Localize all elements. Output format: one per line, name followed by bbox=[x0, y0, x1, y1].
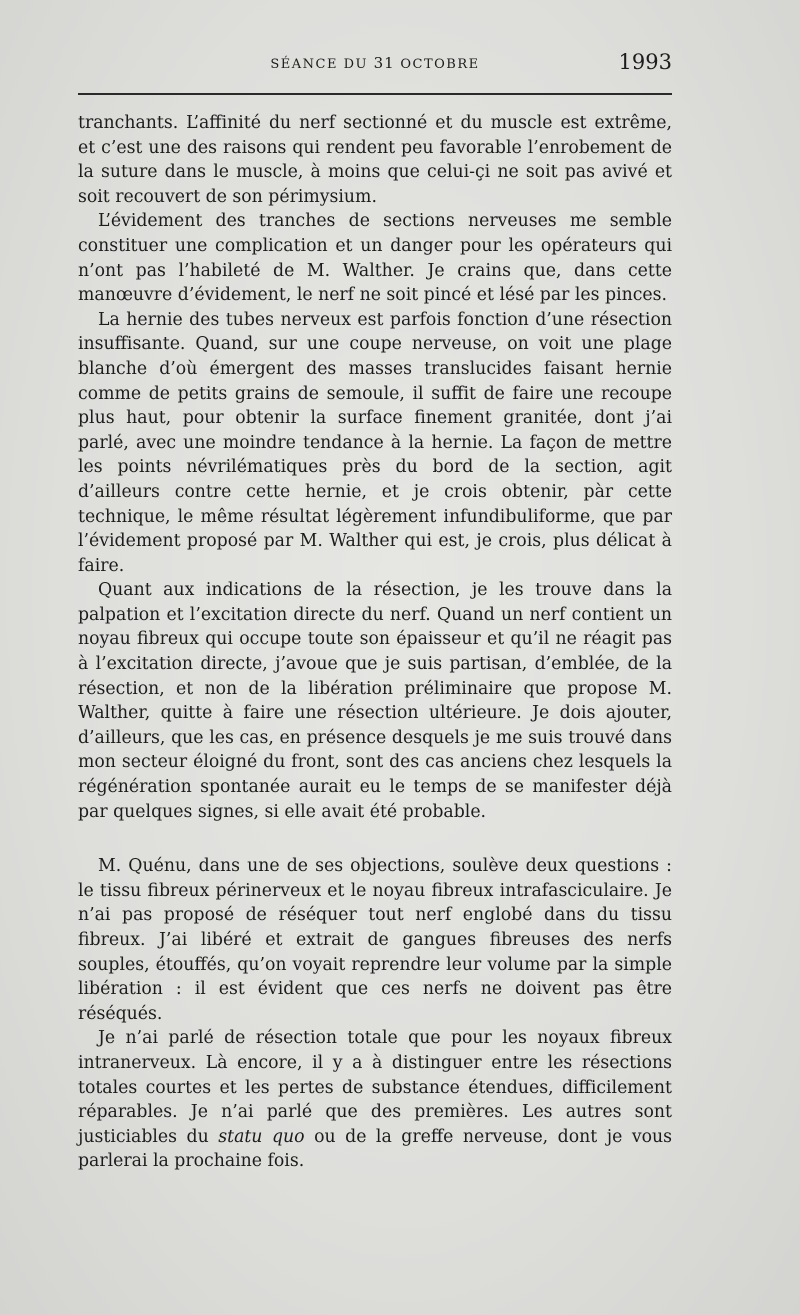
body-text bbox=[78, 111, 672, 1174]
page-header bbox=[78, 50, 672, 80]
paragraph-2: L’évidement des tranches de sections nerveuses me semble constituer une complication et un danger pour les opérateurs qui n’ont pas l’habileté de M. Walther. Je crains que, dans cette manœuvre d’évidement, le nerf ne soit pincé et lésé par les pinces. bbox=[78, 211, 672, 306]
header-rule bbox=[78, 93, 672, 95]
running-title-part2: OCTOBRE bbox=[394, 57, 480, 72]
section-gap bbox=[78, 824, 672, 854]
paragraph-6-end: ou de la greffe nerveuse, dont je vous parlerai la prochaine fois. bbox=[78, 1126, 673, 1172]
paragraph-1: tranchants. L’affinité du nerf sectionné et du muscle est extrême, et c’est une des raisons qui rendent peu favorable l’enrobement de la suture dans le muscle, à moins que celui-çi ne soit pas avivé et soit recouvert de son périmysium. bbox=[78, 113, 672, 207]
running-title-part1: SÉANCE DU bbox=[270, 57, 374, 72]
paragraph-5: M. Quénu, dans une de ses objections, soulève deux questions : le tissu fibreux périnerveux et le noyau fibreux intrafasciculaire. Je n’ai pas proposé de réséquer tout nerf englobé dans du tissu fibreux. J’ai libéré et extrait de gangues fibreuses des nerfs souples, étouffés, qu’on voyait reprendre leur volume par la simple libération : il est évident que ces nerfs ne doivent pas être réséqués. bbox=[78, 856, 672, 1024]
paragraph-3: La hernie des tubes nerveux est parfois fonction d’une résection insuffisante. Quand, sur une coupe nerveuse, on voit une plage blanche d’où émergent des masses translucides faisant hernie comme de petits grains de semoule, il suffit de faire une recoupe plus haut, pour obtenir la surface finement granitée, dont j’ai parlé, avec une moindre tendance à la hernie. La façon de mettre les points névrilématiques près du bord de la section, agit d’ailleurs contre cette hernie, et je crois obtenir, pàr cette technique, le même résultat légèrement infundibuliforme, que par l’évidement proposé par M. Walther qui est, je crois, plus délicat à faire. bbox=[78, 309, 672, 576]
paragraph-6-italic: statu quo bbox=[218, 1126, 305, 1147]
running-title-number: 31 bbox=[373, 54, 395, 72]
paragraph-6 bbox=[78, 1026, 672, 1174]
page-number: 1993 bbox=[618, 50, 672, 74]
paragraph-4: Quant aux indications de la résection, je les trouve dans la palpation et l’excitation directe du nerf. Quand un nerf contient un noyau fibreux qui occupe toute son épaisseur et qu’il ne réagit pas à l’excitation directe, j’avoue que je suis partisan, d’emblée, de la résection, et non de la libération préliminaire que propose M. Walther, quitte à faire une résection ultérieure. Je dois ajouter, d’ailleurs, que les cas, en présence desquels je me suis trouvé dans mon secteur éloigné du front, sont des cas anciens chez lesquels la régénération spontanée aurait eu le temps de se manifester déjà par quelques signes, si elle avait été probable. bbox=[78, 580, 672, 822]
paragraph-6-start: Je n’ai parlé de résection totale que pour les noyaux fibreux intranerveux. Là encore, il y a à distinguer entre les résections totales courtes et les pertes de substance étendues, difficilement réparables. Je n’ai parlé que des premières. Les autres sont justiciables du bbox=[78, 1028, 672, 1147]
running-title bbox=[78, 54, 672, 72]
